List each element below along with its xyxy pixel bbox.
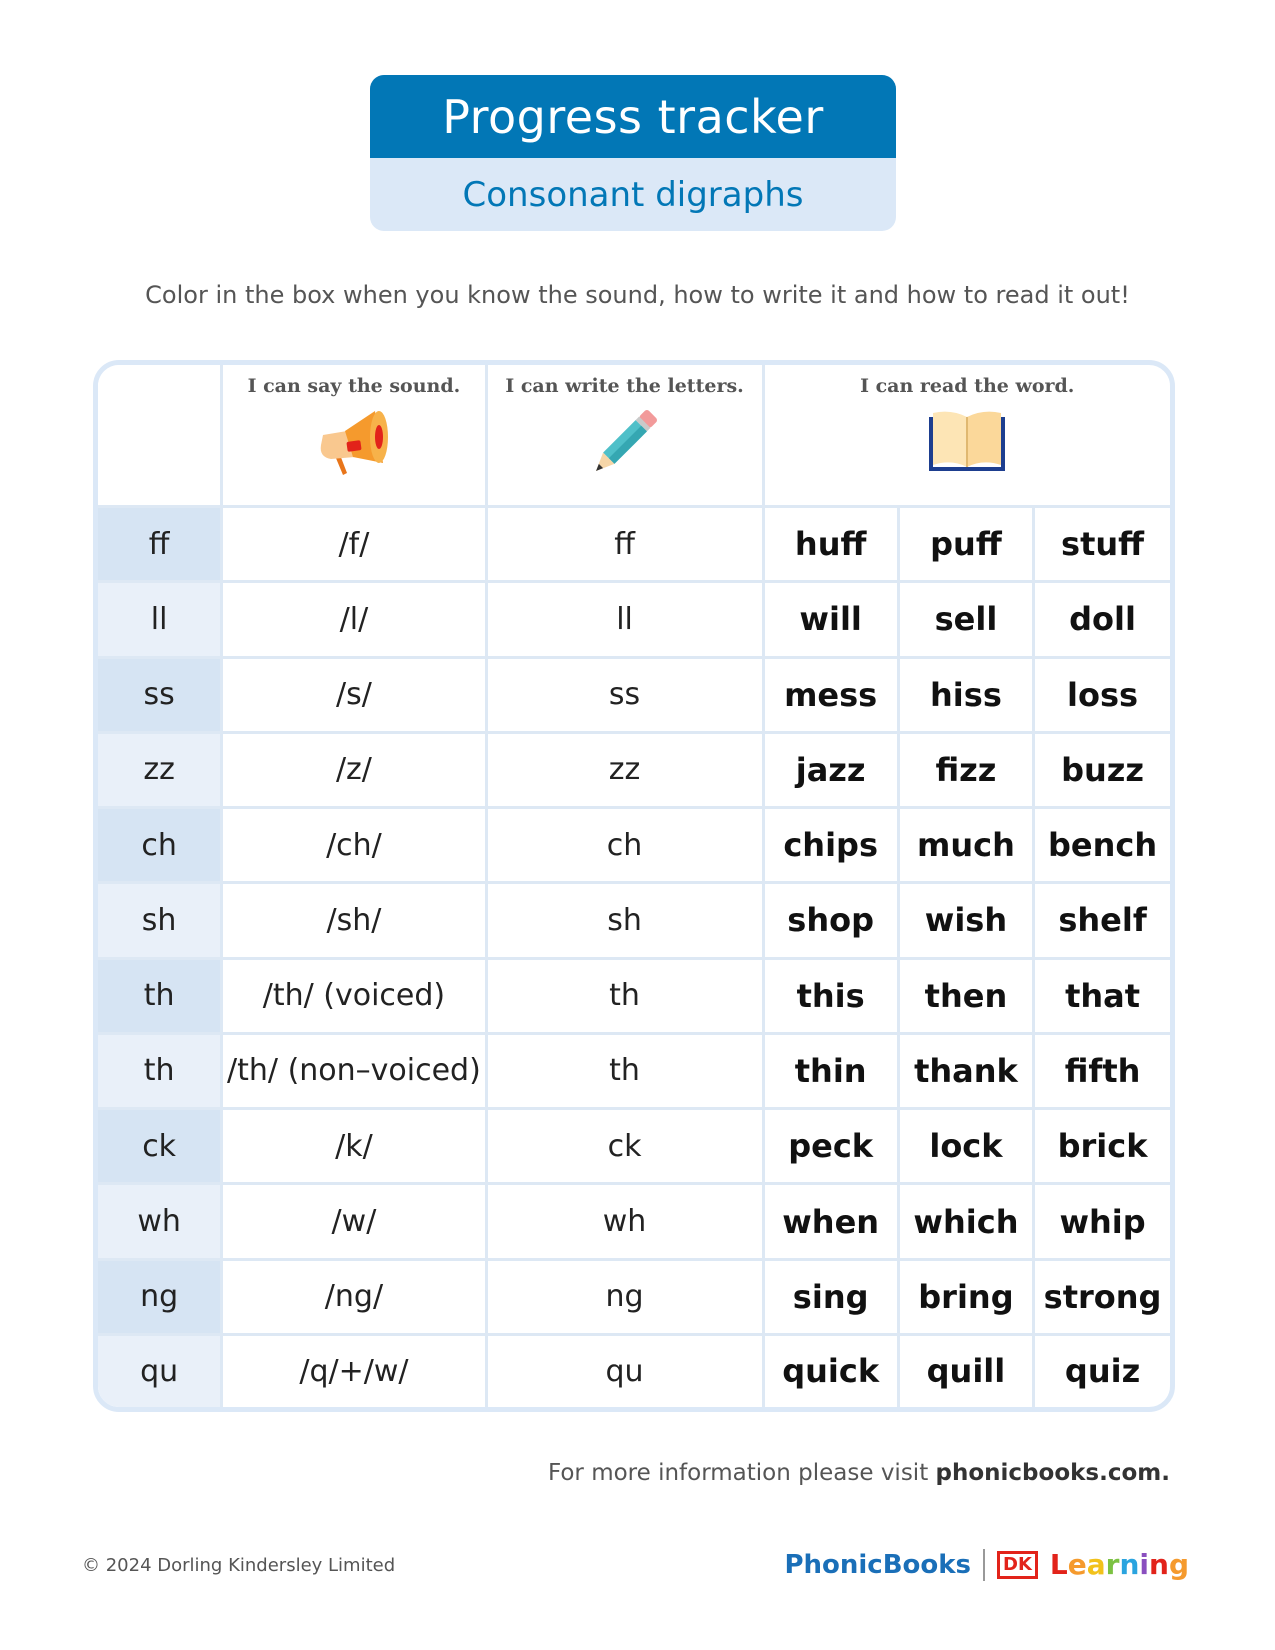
word-cell[interactable]: thin: [763, 1033, 898, 1108]
digraph-label: ll: [98, 582, 222, 657]
word-cell[interactable]: wish: [898, 883, 1033, 958]
letters-cell[interactable]: wh: [486, 1184, 763, 1259]
column-header-say: [222, 365, 486, 507]
letters-cell[interactable]: th: [486, 958, 763, 1033]
table-row: [98, 1259, 1170, 1334]
table-row: [98, 1109, 1170, 1184]
sound-cell[interactable]: /q/+/w/: [222, 1334, 486, 1407]
pencil-icon: [588, 407, 662, 477]
column-header-write-label: I can write the letters.: [505, 375, 744, 397]
word-cell[interactable]: hiss: [898, 657, 1033, 732]
word-cell[interactable]: lock: [898, 1109, 1033, 1184]
word-cell[interactable]: buzz: [1034, 732, 1170, 807]
digraph-label: wh: [98, 1184, 222, 1259]
letters-cell[interactable]: qu: [486, 1334, 763, 1407]
sound-cell[interactable]: /s/: [222, 657, 486, 732]
digraph-label: qu: [98, 1334, 222, 1407]
word-cell[interactable]: much: [898, 808, 1033, 883]
corner-cell: [98, 365, 222, 507]
digraph-label: sh: [98, 883, 222, 958]
dk-logo: DK: [997, 1551, 1038, 1579]
letters-cell[interactable]: ll: [486, 582, 763, 657]
sound-cell[interactable]: /sh/: [222, 883, 486, 958]
word-cell[interactable]: mess: [763, 657, 898, 732]
digraph-label: ck: [98, 1109, 222, 1184]
word-cell[interactable]: that: [1034, 958, 1170, 1033]
word-cell[interactable]: stuff: [1034, 507, 1170, 582]
digraph-label: ng: [98, 1259, 222, 1334]
progress-table-container: [93, 360, 1175, 1412]
copyright-text: © 2024 Dorling Kindersley Limited: [82, 1555, 396, 1576]
instructions-text: Color in the box when you know the sound, how to write it and how to read it out!: [145, 281, 1130, 309]
word-cell[interactable]: this: [763, 958, 898, 1033]
word-cell[interactable]: quill: [898, 1334, 1033, 1407]
word-cell[interactable]: peck: [763, 1109, 898, 1184]
word-cell[interactable]: loss: [1034, 657, 1170, 732]
column-header-say-label: I can say the sound.: [247, 375, 461, 397]
column-header-write: [486, 365, 763, 507]
table-row: [98, 732, 1170, 807]
word-cell[interactable]: jazz: [763, 732, 898, 807]
sound-cell[interactable]: /ng/: [222, 1259, 486, 1334]
letters-cell[interactable]: ck: [486, 1109, 763, 1184]
table-row: [98, 1033, 1170, 1108]
title-box: [370, 75, 896, 231]
sound-cell[interactable]: /w/: [222, 1184, 486, 1259]
word-cell[interactable]: quick: [763, 1334, 898, 1407]
word-cell[interactable]: puff: [898, 507, 1033, 582]
word-cell[interactable]: then: [898, 958, 1033, 1033]
open-book-icon: [925, 407, 1009, 477]
word-cell[interactable]: brick: [1034, 1109, 1170, 1184]
letters-cell[interactable]: ng: [486, 1259, 763, 1334]
letters-cell[interactable]: ff: [486, 507, 763, 582]
table-row: [98, 1184, 1170, 1259]
sound-cell[interactable]: /ch/: [222, 808, 486, 883]
table-row: [98, 507, 1170, 582]
digraph-label: th: [98, 1033, 222, 1108]
sound-cell[interactable]: /l/: [222, 582, 486, 657]
table-row: [98, 582, 1170, 657]
sound-cell[interactable]: /th/ (non–voiced): [222, 1033, 486, 1108]
footer-logos: [784, 1548, 1189, 1581]
column-header-read: [763, 365, 1170, 507]
phonicbooks-logo: PhonicBooks: [784, 1549, 972, 1580]
letters-cell[interactable]: zz: [486, 732, 763, 807]
word-cell[interactable]: shelf: [1034, 883, 1170, 958]
word-cell[interactable]: huff: [763, 507, 898, 582]
word-cell[interactable]: doll: [1034, 582, 1170, 657]
word-cell[interactable]: strong: [1034, 1259, 1170, 1334]
digraph-label: th: [98, 958, 222, 1033]
word-cell[interactable]: fizz: [898, 732, 1033, 807]
letters-cell[interactable]: sh: [486, 883, 763, 958]
digraph-label: zz: [98, 732, 222, 807]
word-cell[interactable]: fifth: [1034, 1033, 1170, 1108]
table-body: [98, 507, 1170, 1408]
digraph-label: ch: [98, 808, 222, 883]
table-row: [98, 808, 1170, 883]
word-cell[interactable]: sell: [898, 582, 1033, 657]
word-cell[interactable]: bench: [1034, 808, 1170, 883]
letters-cell[interactable]: ss: [486, 657, 763, 732]
page-subtitle: Consonant digraphs: [462, 174, 804, 215]
column-header-read-label: I can read the word.: [860, 375, 1075, 397]
word-cell[interactable]: bring: [898, 1259, 1033, 1334]
table-row: [98, 657, 1170, 732]
word-cell[interactable]: quiz: [1034, 1334, 1170, 1407]
website-link[interactable]: phonicbooks.com.: [935, 1460, 1170, 1486]
megaphone-icon: [317, 407, 391, 477]
sound-cell[interactable]: /k/: [222, 1109, 486, 1184]
learning-logo: Learning: [1049, 1548, 1189, 1581]
letters-cell[interactable]: th: [486, 1033, 763, 1108]
table-row: [98, 883, 1170, 958]
word-cell[interactable]: will: [763, 582, 898, 657]
table-row: [98, 1334, 1170, 1407]
logo-divider: [983, 1549, 985, 1581]
word-cell[interactable]: whip: [1034, 1184, 1170, 1259]
sound-cell[interactable]: /f/: [222, 507, 486, 582]
letters-cell[interactable]: ch: [486, 808, 763, 883]
table-row: [98, 958, 1170, 1033]
sound-cell[interactable]: /th/ (voiced): [222, 958, 486, 1033]
word-cell[interactable]: thank: [898, 1033, 1033, 1108]
digraph-label: ff: [98, 507, 222, 582]
table-header-row: [98, 365, 1170, 507]
word-cell[interactable]: which: [898, 1184, 1033, 1259]
word-cell[interactable]: chips: [763, 808, 898, 883]
word-cell[interactable]: shop: [763, 883, 898, 958]
page-title: Progress tracker: [370, 75, 896, 158]
word-cell[interactable]: sing: [763, 1259, 898, 1334]
digraph-label: ss: [98, 657, 222, 732]
footer-info: [548, 1460, 1170, 1486]
sound-cell[interactable]: /z/: [222, 732, 486, 807]
progress-table: [98, 365, 1170, 1407]
footer-info-text: For more information please visit: [547, 1460, 936, 1486]
word-cell[interactable]: when: [763, 1184, 898, 1259]
